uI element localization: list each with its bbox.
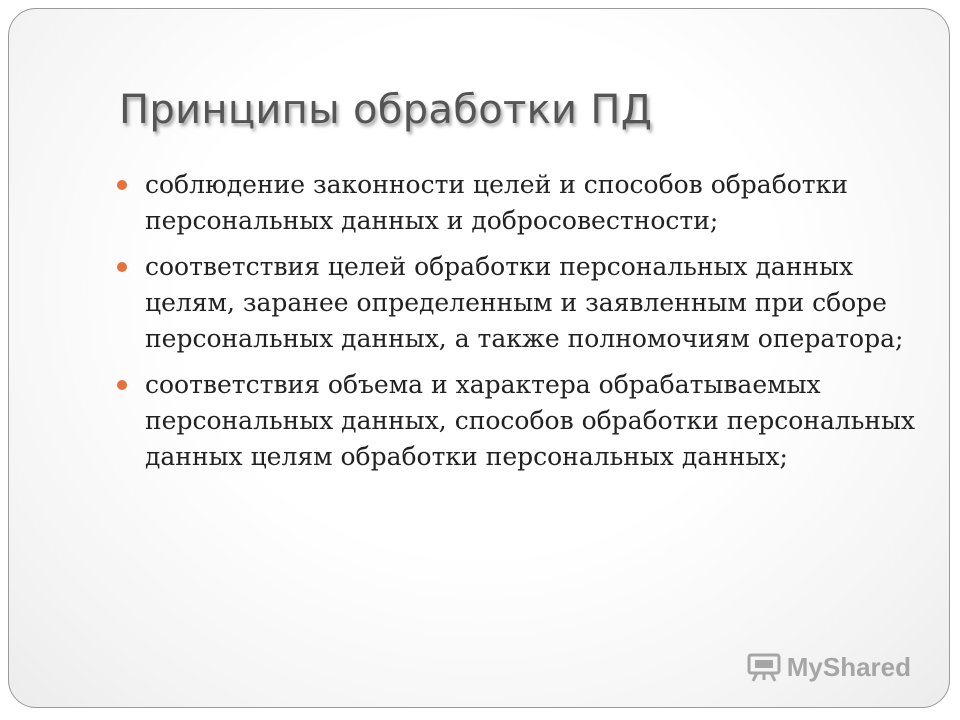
bullet-text: соответствия целей обработки персональных данных целям, заранее определенным и заявленным при сборе персональных данных, а также полномочиям оператора;: [145, 252, 904, 353]
bullet-item: [117, 367, 917, 475]
bullet-dot-icon: [117, 262, 127, 272]
slide-title: Принципы обработки ПД: [119, 87, 653, 133]
watermark-text: MyShared: [786, 652, 911, 682]
bullet-dot-icon: [117, 380, 127, 390]
slide: [8, 8, 950, 708]
bullet-item: [117, 167, 917, 239]
bullet-dot-icon: [117, 180, 127, 190]
projector-icon: [747, 653, 781, 683]
bullet-item: [117, 249, 917, 357]
bullet-text: соответствия объема и характера обрабатываемых персональных данных, способов обработки персональных данных целям обработки персональных данных;: [145, 370, 915, 471]
bullet-list: [117, 167, 917, 485]
watermark-logo: [747, 652, 911, 683]
bullet-text: соблюдение законности целей и способов обработки персональных данных и добросовестности;: [145, 170, 848, 235]
